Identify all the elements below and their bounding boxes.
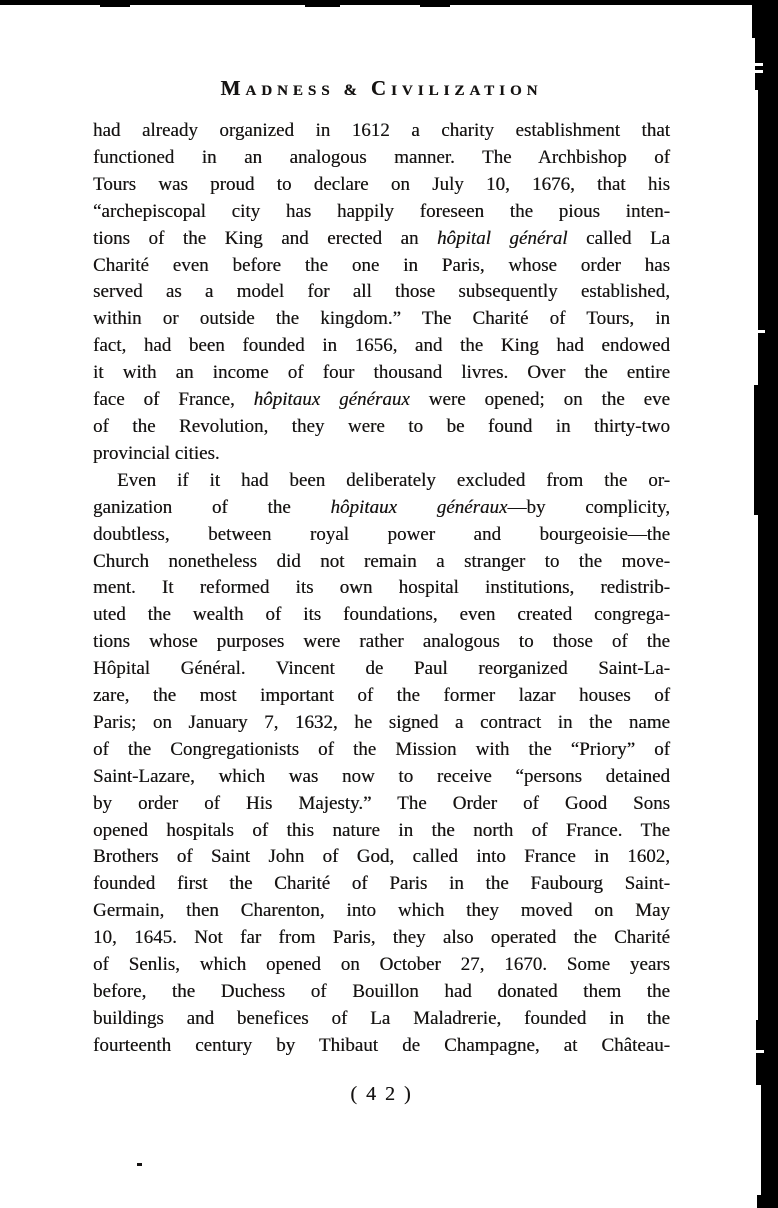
text-line — [93, 387, 670, 414]
text-line — [93, 172, 670, 199]
text-line — [93, 737, 670, 764]
plain-text: 10, 1645. Not far from Paris, they also operated the Charité — [93, 927, 670, 949]
plain-text: “archepiscopal city has happily foreseen the pious inten- — [93, 200, 670, 222]
text-line — [93, 333, 670, 360]
italic-text: hôpital général — [437, 227, 568, 249]
text-line — [93, 629, 670, 656]
text-line — [93, 844, 670, 871]
scan-artifact-notch — [757, 330, 765, 333]
text-line — [93, 441, 670, 468]
plain-text: Charité even before the one in Paris, whose order has — [93, 254, 670, 276]
text-line — [93, 1006, 670, 1033]
paragraph — [93, 118, 670, 468]
plain-text: Tours was proud to declare on July 10, 1676, that his — [93, 173, 670, 195]
text-line — [93, 979, 670, 1006]
text-line — [93, 495, 670, 522]
italic-text: hôpitaux généraux — [253, 389, 410, 411]
text-line — [93, 925, 670, 952]
plain-text: ment. It reformed its own hospital institutions, redistrib- — [93, 577, 670, 599]
header-part: ADNESS — [245, 83, 335, 99]
text-line — [93, 360, 670, 387]
text-line — [93, 1033, 670, 1060]
italic-text: hôpitaux généraux — [330, 496, 508, 518]
scan-artifact-top-nub — [305, 5, 340, 7]
plain-text: were opened; on the eve — [409, 389, 670, 411]
header-part: & — [334, 82, 371, 99]
plain-text: face of France, — [93, 389, 254, 411]
plain-text: had already organized in 1612 a charity establishment that — [93, 120, 670, 141]
plain-text: Germain, then Charenton, into which they moved on May — [93, 900, 670, 922]
text-line — [93, 199, 670, 226]
text-line — [93, 279, 670, 306]
text-line — [93, 764, 670, 791]
text-line — [93, 145, 670, 172]
plain-text: Even if it had been deliberately excluded from the or- — [117, 469, 670, 491]
plain-text: Church nonetheless did not remain a stranger to the move- — [93, 550, 670, 572]
plain-text: opened hospitals of this nature in the north of France. The — [93, 819, 670, 841]
plain-text: served as a model for all those subsequently established, — [93, 281, 670, 303]
plain-text: fact, had been founded in 1656, and the King had endowed — [93, 335, 670, 357]
plain-text: Brothers of Saint John of God, called into France in 1602, — [93, 846, 670, 868]
scan-artifact-notch — [754, 63, 763, 66]
scan-artifact-right-bar — [755, 0, 778, 90]
plain-text: —by complicity, — [507, 496, 670, 518]
plain-text: ganization of the — [93, 496, 331, 518]
text-line — [93, 118, 670, 145]
scan-artifact-top-nub — [420, 5, 450, 7]
plain-text: zare, the most important of the former lazar houses of — [93, 685, 670, 707]
text-line — [93, 818, 670, 845]
plain-text: fourteenth century by Thibaut de Champagne, at Château- — [93, 1034, 670, 1056]
plain-text: called La — [567, 227, 670, 249]
header-part: M — [220, 76, 246, 100]
scan-artifact-right-bar — [754, 385, 778, 515]
text-line — [93, 602, 670, 629]
text-line — [93, 952, 670, 979]
body-text — [93, 118, 670, 1060]
scan-artifact-right-bar — [758, 90, 778, 385]
plain-text: tions whose purposes were rather analogous to those of the — [93, 631, 670, 653]
plain-text: within or outside the kingdom.” The Charité of Tours, in — [93, 308, 670, 330]
text-line — [93, 710, 670, 737]
text-line — [93, 575, 670, 602]
text-line — [93, 898, 670, 925]
plain-text: of the Congregationists of the Mission with the “Priory” of — [93, 738, 670, 760]
text-line — [93, 226, 670, 253]
page-number: ( 4 2 ) — [350, 1083, 413, 1105]
text-line — [93, 253, 670, 280]
scan-artifact-right-bar — [758, 515, 778, 1020]
paragraph — [93, 468, 670, 1060]
scan-artifact-right-bar — [757, 1195, 778, 1208]
text-line — [93, 468, 670, 495]
text-line — [93, 522, 670, 549]
plain-text: uted the wealth of its foundations, even created congrega- — [93, 604, 670, 626]
plain-text: Hôpital Général. Vincent de Paul reorganized Saint-La- — [93, 658, 670, 680]
scan-artifact-top-nub — [100, 5, 130, 7]
plain-text: Saint-Lazare, which was now to receive “persons detained — [93, 765, 670, 787]
text-line — [93, 414, 670, 441]
scan-artifact-right-bar — [761, 1085, 778, 1195]
ink-speck — [137, 1163, 142, 1166]
plain-text: buildings and benefices of La Maladrerie, founded in the — [93, 1007, 670, 1029]
text-line — [93, 549, 670, 576]
plain-text: by order of His Majesty.” The Order of Good Sons — [93, 792, 670, 814]
plain-text: tions of the King and erected an — [93, 227, 438, 249]
text-line — [93, 306, 670, 333]
scan-artifact-notch — [754, 70, 763, 73]
header-part: C — [370, 76, 392, 100]
text-line — [93, 683, 670, 710]
plain-text: before, the Duchess of Bouillon had donated them the — [93, 981, 670, 1002]
plain-text: it with an income of four thousand livres. Over the entire — [93, 362, 670, 384]
plain-text: of the Revolution, they were to be found in thirty-two — [93, 415, 670, 437]
text-line — [93, 791, 670, 818]
plain-text: founded first the Charité of Paris in the Faubourg Saint- — [93, 873, 670, 895]
plain-text: functioned in an analogous manner. The Archbishop of — [93, 146, 670, 168]
plain-text: doubtless, between royal power and bourgeoisie—the — [93, 523, 670, 545]
scan-artifact-notch — [756, 1050, 764, 1053]
text-line — [93, 656, 670, 683]
running-header — [93, 76, 670, 103]
plain-text: provincial cities. — [93, 442, 220, 464]
plain-text: of Senlis, which opened on October 27, 1670. Some years — [93, 954, 670, 976]
text-line — [93, 871, 670, 898]
header-part: IVILIZATION — [391, 83, 543, 99]
plain-text: Paris; on January 7, 1632, he signed a contract in the name — [93, 711, 670, 733]
